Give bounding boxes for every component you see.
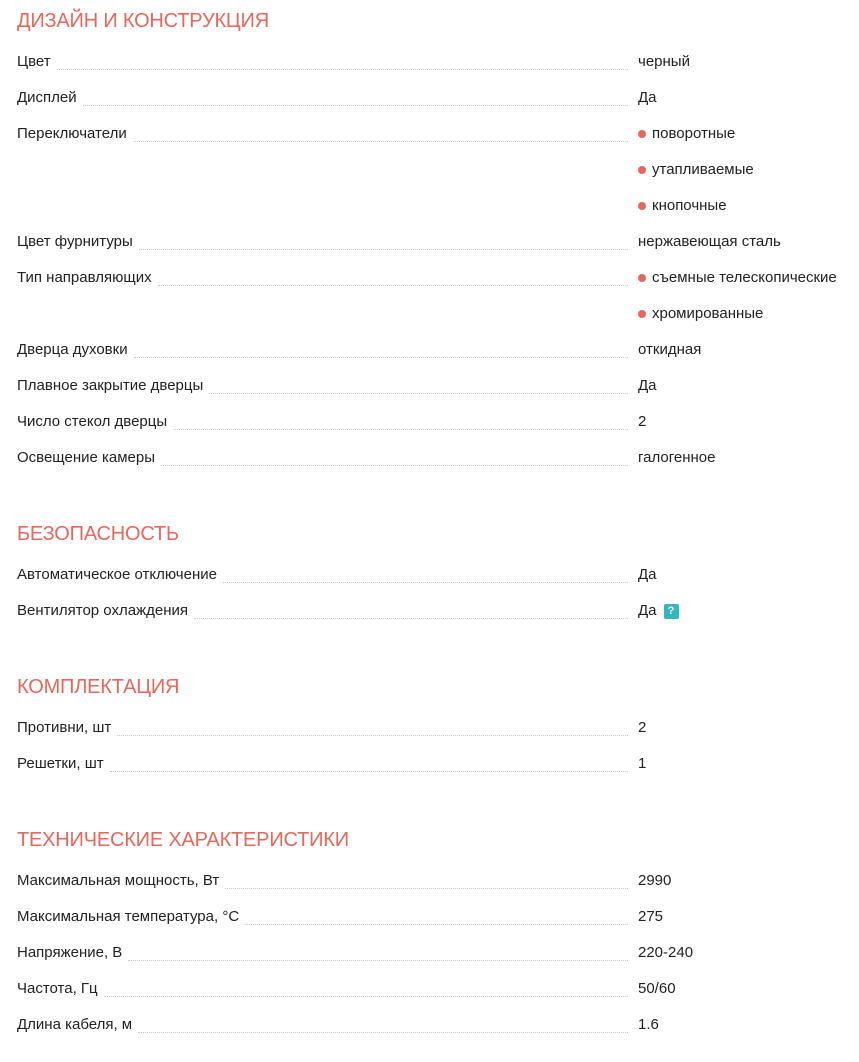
spec-value-text: утапливаемые bbox=[652, 161, 754, 178]
spec-value bbox=[638, 196, 727, 216]
spec-label: Напряжение, В bbox=[17, 943, 128, 963]
spec-row bbox=[17, 232, 781, 268]
spec-value-text: 2 bbox=[638, 413, 647, 430]
spec-value bbox=[638, 124, 735, 144]
dotted-leader bbox=[161, 465, 628, 466]
spec-value-text: 1.6 bbox=[638, 1016, 659, 1033]
spec-label-wrap bbox=[17, 979, 638, 999]
dotted-leader bbox=[133, 141, 628, 142]
dotted-leader bbox=[225, 888, 628, 889]
section-title: ДИЗАЙН И КОНСТРУКЦИЯ bbox=[17, 10, 269, 32]
spec-label: Число стекол дверцы bbox=[17, 412, 173, 432]
spec-section bbox=[17, 827, 859, 1033]
dotted-leader bbox=[134, 357, 628, 358]
spec-row-continuation bbox=[17, 196, 727, 232]
spec-section bbox=[17, 521, 859, 619]
spec-value-text: 275 bbox=[638, 908, 664, 925]
spec-label-wrap bbox=[17, 52, 638, 72]
spec-value-text: нержавеющая сталь bbox=[638, 233, 781, 250]
spec-value bbox=[638, 88, 657, 108]
dotted-leader bbox=[158, 285, 628, 286]
bullet-dot-icon bbox=[638, 310, 646, 318]
section-title: КОМПЛЕКТАЦИЯ bbox=[17, 676, 180, 698]
spec-row bbox=[17, 268, 837, 304]
spec-label-wrap bbox=[17, 376, 638, 396]
spec-row bbox=[17, 979, 676, 1015]
spec-value-text: Да bbox=[638, 602, 657, 619]
spec-label: Плавное закрытие дверцы bbox=[17, 376, 209, 396]
spec-value bbox=[638, 448, 715, 468]
spec-label: Противни, шт bbox=[17, 718, 117, 738]
help-question-icon[interactable]: ? bbox=[664, 604, 679, 619]
spec-label: Тип направляющих bbox=[17, 268, 158, 288]
spec-value-text: 2 bbox=[638, 719, 647, 736]
spec-value bbox=[638, 304, 763, 324]
dotted-leader bbox=[194, 618, 628, 619]
spec-value bbox=[638, 565, 657, 585]
spec-value-text: галогенное bbox=[638, 449, 716, 466]
spec-label: Цвет bbox=[17, 52, 57, 72]
spec-value-text: черный bbox=[638, 53, 690, 70]
spec-value-text: Да bbox=[638, 377, 657, 394]
spec-label-wrap bbox=[17, 88, 638, 108]
bullet-dot-icon bbox=[638, 166, 646, 174]
spec-value-text: 2990 bbox=[638, 872, 672, 889]
spec-label-wrap bbox=[17, 412, 638, 432]
spec-value bbox=[638, 232, 781, 252]
spec-label-wrap bbox=[17, 943, 638, 963]
dotted-leader bbox=[57, 69, 628, 70]
dotted-leader bbox=[128, 960, 628, 961]
spec-row bbox=[17, 718, 646, 754]
spec-label-wrap bbox=[17, 124, 638, 144]
spec-value bbox=[638, 601, 679, 621]
dotted-leader bbox=[245, 924, 628, 925]
spec-row bbox=[17, 871, 671, 907]
spec-value bbox=[638, 907, 663, 927]
spec-value-text: поворотные bbox=[652, 125, 736, 142]
spec-label: Длина кабеля, м bbox=[17, 1015, 138, 1035]
spec-value bbox=[638, 979, 676, 999]
spec-value-text: хромированные bbox=[652, 305, 764, 322]
spec-row bbox=[17, 754, 646, 790]
dotted-leader bbox=[117, 735, 628, 736]
spec-value bbox=[638, 412, 646, 432]
spec-label-wrap bbox=[17, 1015, 638, 1035]
spec-label-wrap bbox=[17, 601, 638, 621]
bullet-dot-icon bbox=[638, 130, 646, 138]
dotted-leader bbox=[173, 429, 628, 430]
spec-value bbox=[638, 718, 646, 738]
spec-row bbox=[17, 376, 657, 412]
spec-label: Частота, Гц bbox=[17, 979, 104, 999]
spec-label-wrap bbox=[17, 340, 638, 360]
spec-value-text: Да bbox=[638, 566, 657, 583]
spec-label: Автоматическое отключение bbox=[17, 565, 223, 585]
spec-row bbox=[17, 412, 646, 448]
spec-value bbox=[638, 1015, 659, 1035]
spec-label: Максимальная мощность, Вт bbox=[17, 871, 225, 891]
spec-label: Цвет фурнитуры bbox=[17, 232, 139, 252]
spec-row bbox=[17, 340, 701, 376]
spec-label-wrap bbox=[17, 907, 638, 927]
spec-label: Освещение камеры bbox=[17, 448, 161, 468]
spec-row bbox=[17, 124, 735, 160]
spec-row bbox=[17, 1015, 659, 1051]
section-title: БЕЗОПАСНОСТЬ bbox=[17, 523, 179, 545]
spec-value bbox=[638, 376, 657, 396]
spec-value bbox=[638, 268, 837, 288]
dotted-leader bbox=[209, 393, 628, 394]
spec-value-text: кнопочные bbox=[652, 197, 727, 214]
spec-label-wrap bbox=[17, 160, 638, 180]
spec-value bbox=[638, 52, 690, 72]
spec-value-text: 220-240 bbox=[638, 944, 694, 961]
spec-label-wrap bbox=[17, 565, 638, 585]
dotted-leader bbox=[139, 249, 628, 250]
spec-row bbox=[17, 943, 693, 979]
spec-label: Дисплей bbox=[17, 88, 83, 108]
dotted-leader bbox=[223, 582, 628, 583]
spec-value-text: 1 bbox=[638, 755, 647, 772]
spec-value-text: съемные телескопические bbox=[652, 269, 837, 286]
bullet-dot-icon bbox=[638, 274, 646, 282]
bullet-dot-icon bbox=[638, 202, 646, 210]
spec-row bbox=[17, 601, 679, 637]
spec-value bbox=[638, 160, 754, 180]
spec-row bbox=[17, 565, 657, 601]
dotted-leader bbox=[138, 1032, 628, 1033]
spec-label: Решетки, шт bbox=[17, 754, 110, 774]
spec-label: Дверца духовки bbox=[17, 340, 134, 360]
spec-value-text: 50/60 bbox=[638, 980, 676, 997]
spec-label-wrap bbox=[17, 871, 638, 891]
spec-value-text: откидная bbox=[638, 341, 702, 358]
spec-row bbox=[17, 907, 663, 943]
section-title: ТЕХНИЧЕСКИЕ ХАРАКТЕРИСТИКИ bbox=[17, 829, 349, 851]
spec-row bbox=[17, 52, 690, 88]
spec-row bbox=[17, 88, 657, 124]
spec-value bbox=[638, 754, 646, 774]
spec-label-wrap bbox=[17, 232, 638, 252]
spec-value bbox=[638, 943, 693, 963]
dotted-leader bbox=[83, 105, 628, 106]
spec-label-wrap bbox=[17, 196, 638, 216]
spec-value-text: Да bbox=[638, 89, 657, 106]
spec-label: Максимальная температура, °С bbox=[17, 907, 245, 927]
spec-label: Вентилятор охлаждения bbox=[17, 601, 194, 621]
spec-label-wrap bbox=[17, 304, 638, 324]
spec-section bbox=[17, 8, 859, 466]
spec-value bbox=[638, 871, 671, 891]
spec-row-continuation bbox=[17, 160, 754, 196]
spec-row bbox=[17, 448, 715, 484]
dotted-leader bbox=[104, 996, 628, 997]
dotted-leader bbox=[110, 771, 628, 772]
spec-section bbox=[17, 674, 859, 772]
spec-label-wrap bbox=[17, 448, 638, 468]
spec-label-wrap bbox=[17, 718, 638, 738]
spec-label-wrap bbox=[17, 268, 638, 288]
spec-label: Переключатели bbox=[17, 124, 133, 144]
spec-value bbox=[638, 340, 701, 360]
spec-row-continuation bbox=[17, 304, 763, 340]
spec-label-wrap bbox=[17, 754, 638, 774]
